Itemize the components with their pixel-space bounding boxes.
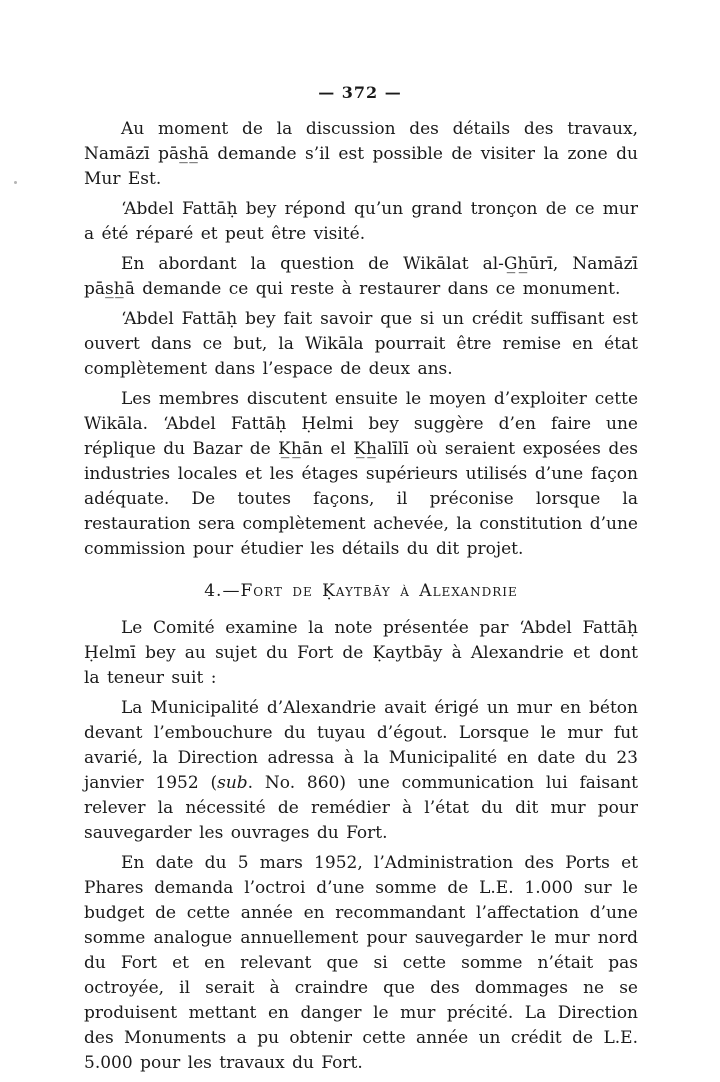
paragraph — [84, 616, 638, 691]
page-number: — 372 — — [318, 83, 402, 102]
paragraph — [84, 387, 638, 562]
text-run: La Municipalité d’Alexandrie avait érigé un mur en béton devant l’embouchure du tuyau d’égout. Lorsque le mur fut avarié, la Direction adressa à la Municipalité en date du 23 janvier 1952 ( — [84, 698, 638, 793]
text-run: ‘Abdel Fattāḥ bey fait savoir que si un crédit suffisant est ouvert dans ce but, la Wikāla pourrait être remise en état complètement dans l’espace de deux ans. — [84, 309, 638, 379]
text-run: En date du 5 mars 1952, l’Administration des Ports et Phares demanda l’octroi d’une somme de L.E. 1.000 sur le budget de cette année en recommandant l’affectation d’une somme analogue annuellement pour sauvegarder le mur nord du Fort et en relevant que si cette somme n’était pas octroyée, il serait à craindre que des dommages ne se produisent mettant en danger le mur précité. La Direction des Monuments a pu obtenir cette année un crédit de L.E. 5.000 pour les travaux du Fort. — [84, 853, 638, 1073]
text-block — [84, 117, 638, 1081]
text-run: Au moment de la discussion des détails des travaux, Namāzī pās̲h̲ā demande s’il est possible de visiter la zone du Mur Est. — [84, 119, 638, 189]
paragraph — [84, 252, 638, 302]
scan-speck — [14, 181, 17, 184]
text-run: . No. 860) une communication lui faisant relever la nécessité de remédier à l’état du dit mur pour sauvegarder les ouvrages du Fort. — [84, 773, 638, 843]
paragraph — [84, 851, 638, 1076]
paragraph — [84, 197, 638, 247]
paragraph — [84, 117, 638, 192]
italic-run: sub — [217, 773, 248, 793]
section-heading: 4.—Fort de Ḳaytbāy à Alexandrie — [204, 581, 518, 601]
text-run: ‘Abdel Fattāḥ bey répond qu’un grand tronçon de ce mur a été réparé et peut être visité. — [84, 199, 638, 244]
text-run: En abordant la question de Wikālat al-G̲h̲ūrī, Namāzī pās̲h̲ā demande ce qui reste à restaurer dans ce monument. — [84, 254, 638, 299]
paragraph — [84, 307, 638, 382]
paragraph — [84, 696, 638, 846]
text-run: Le Comité examine la note présentée par ‘Abdel Fattāḥ Ḥelmī bey au sujet du Fort de Ḳaytbāy à Alexandrie et dont la teneur suit : — [84, 618, 638, 688]
text-run: Les membres discutent ensuite le moyen d’exploiter cette Wikāla. ‘Abdel Fattāḥ Ḥelmi bey suggère d’en faire une réplique du Bazar de K̲h̲ān el K̲h̲alīlī où seraient exposées des industries locales et les étages supérieurs utilisés d’une façon adéquate. De toutes façons, il préconise lorsque la restauration sera complètement achevée, la constitution d’une commission pour étudier les détails du dit projet. — [84, 389, 638, 559]
